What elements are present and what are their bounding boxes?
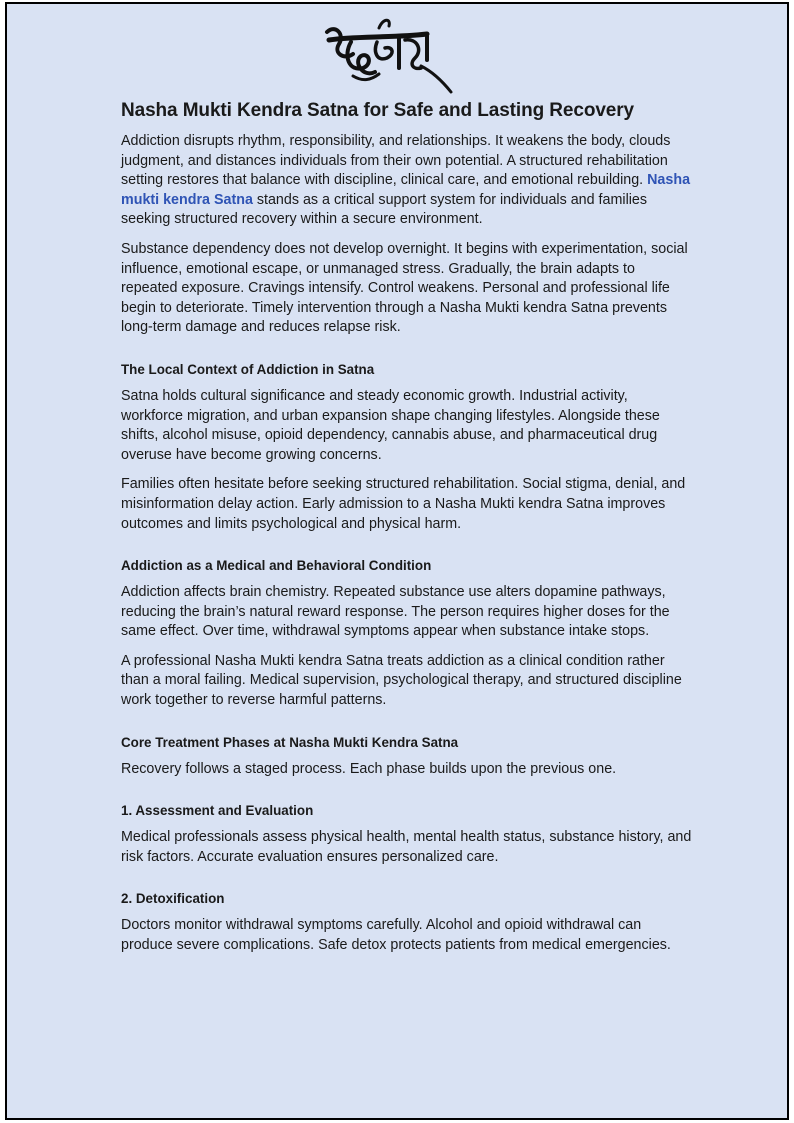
nasha-mukti-link[interactable]: Nasha mukti kendra Satna <box>121 172 691 208</box>
section-heading-assessment: 1. Assessment and Evaluation <box>121 803 314 819</box>
intro-paragraph <box>121 132 693 230</box>
section-paragraph: Doctors monitor withdrawal symptoms carefully. Alcohol and opioid withdrawal can produce severe complications. Safe detox protects patients from medical emergencies. <box>121 917 671 954</box>
section-paragraph: Families often hesitate before seeking structured rehabilitation. Social stigma, denial, and misinformation delay action. Early admission to a Nasha Mukti kendra Satna improves outcomes and limits psychological and physical harm. <box>121 476 686 532</box>
document-page <box>5 2 789 1120</box>
section-heading-detox: 2. Detoxification <box>121 891 225 907</box>
section-heading-local-context: The Local Context of Addiction in Satna <box>121 361 375 377</box>
section-paragraph: A professional Nasha Mukti kendra Satna treats addiction as a clinical condition rather than a moral failing. Medical supervision, psychological therapy, and structured discipline work together to reverse harmful patterns. <box>121 652 682 709</box>
section-paragraph: Satna holds cultural significance and steady economic growth. Industrial activity, workforce migration, and urban expansion shape changing lifestyles. Alongside these shifts, alcohol misuse, opioid dependency, cannabis abuse, and pharmaceutical drug overuse have become growing concerns. <box>121 387 660 463</box>
section-heading-treatment-phases: Core Treatment Phases at Nasha Mukti Kendra Satna <box>121 734 459 750</box>
section-paragraph: Recovery follows a staged process. Each phase builds upon the previous one. <box>121 760 617 777</box>
page-title: Nasha Mukti Kendra Satna for Safe and Lasting Recovery <box>121 100 635 121</box>
section-heading-medical-condition: Addiction as a Medical and Behavioral Condition <box>121 558 432 574</box>
brand-logo <box>323 16 455 98</box>
section-paragraph: Medical professionals assess physical health, mental health status, substance history, and risk factors. Accurate evaluation ensures personalized care. <box>121 829 692 865</box>
intro-paragraph-2: Substance dependency does not develop overnight. It begins with experimentation, social influence, emotional escape, or unmanaged stress. Gradually, the brain adapts to repeated exposure. Cravings intensify. Control weakens. Personal and professional life begin to deteriorate. Timely intervention through a Nasha Mukti kendra Satna prevents long-term damage and reduces relapse risk. <box>121 240 688 336</box>
intro-text-after: stands as a critical support system for individuals and families seeking structured recovery within a secure environment. <box>121 191 648 228</box>
article <box>121 100 693 966</box>
section-paragraph: Addiction affects brain chemistry. Repeated substance use alters dopamine pathways, reducing the brain’s natural reward response. The person requires higher doses for the same effect. Over time, withdrawal symptoms appear when substance intake stops. <box>121 584 670 640</box>
intro-text-before: Addiction disrupts rhythm, responsibility, and relationships. It weakens the body, clouds judgment, and distances individuals from their own potential. A structured rehabilitation setting restores that balance with discipline, clinical care, and emotional rebuilding. <box>121 133 671 189</box>
